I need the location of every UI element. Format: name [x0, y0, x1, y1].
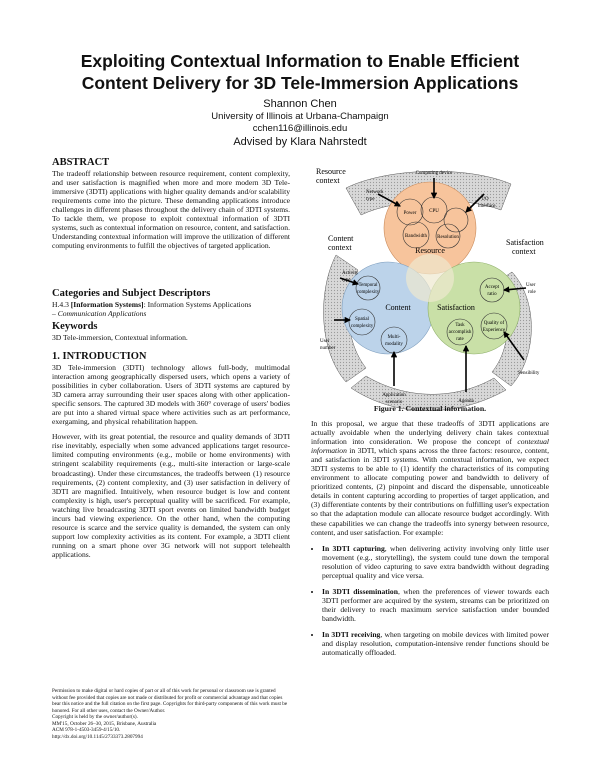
svg-text:type: type [366, 197, 375, 202]
svg-text:Temporal: Temporal [358, 283, 378, 288]
svg-text:Agenda: Agenda [458, 399, 474, 404]
keywords-section [52, 320, 290, 342]
svg-text:interface: interface [478, 204, 496, 209]
svg-text:Sensibility: Sensibility [518, 371, 540, 376]
svg-text:modality: modality [385, 342, 403, 347]
resource-label: Resource [415, 246, 445, 255]
svg-text:number: number [320, 346, 336, 351]
svg-text:Bandwidth: Bandwidth [405, 234, 427, 239]
svg-text:I/O: I/O [482, 197, 489, 202]
list-item: • In 3DTI dissemination, when the preferences of viewer towards each 3DTI performer are acquired by the system, streams can be prioritized on their delivery to reach maximum service satisfaction under bounded bandwidth. [322, 587, 549, 623]
svg-text:Experience: Experience [482, 328, 506, 333]
satisfaction-label: Satisfaction [437, 303, 475, 312]
author-block [0, 97, 600, 149]
svg-text:Quality of: Quality of [483, 321, 505, 326]
svg-text:Activity: Activity [342, 271, 359, 276]
categories-heading: Categories and Subject Descriptors [52, 288, 211, 299]
svg-text:User: User [320, 339, 330, 344]
svg-text:context: context [512, 247, 536, 256]
contextual-information-figure [306, 160, 554, 422]
svg-text:complexity: complexity [350, 324, 374, 329]
example-list [311, 544, 549, 658]
list-item: • In 3DTI capturing, when delivering activity involving only little user movement (e.g., storytelling), the system could tune down the temporal resolution of video capturing to save extra bandwidth without degrading perceptual quality and vice versa. [322, 544, 549, 580]
svg-text:context: context [316, 176, 340, 185]
svg-text:Computing device: Computing device [415, 171, 453, 176]
svg-text:context: context [328, 243, 352, 252]
proposal-paragraph: In this proposal, we argue that these tradeoffs of 3DTI applications are actually avoidable when the underlying delivery chain takes contextual information into consideration. We propose the concept of contextual information in 3DTI, which spans across the three factors: resource, content, and satisfaction in 3DTI systems. With contextual information, we expect 3DTI systems to be able to (1) identify the characteristics of its computing environment to allocate computing power and bandwidth to delivery of prioritized contents, (2) pinpoint and discard the dispensable, unnoticeable details in content capturing according to properties of target application, and (3) differentiate contents by their contributions on fulfilling user's expectation so that the adaptation module can allocate resource budget accordingly. With these capabilities we can change the tradeoffs into synergy between resource, content, and user satisfaction. For example: [311, 419, 549, 537]
resource-context-label: Resource [316, 167, 346, 176]
affiliation: University of Illinois at Urbana-Champaign [211, 111, 389, 122]
introduction-heading: 1. INTRODUCTION [52, 351, 147, 362]
abstract-section [52, 156, 290, 250]
keywords-heading: Keywords [52, 321, 98, 332]
svg-text:role: role [528, 290, 536, 295]
content-label: Content [385, 303, 411, 312]
categories-section [52, 287, 290, 318]
svg-text:Task: Task [455, 323, 465, 328]
svg-text:rate: rate [456, 337, 464, 342]
svg-text:Resolution: Resolution [437, 235, 459, 240]
list-item: • In 3DTI receiving, when targeting on mobile devices with limited power and display resolution, computation-intensive render functions should be automatically offloaded. [322, 630, 549, 657]
svg-text:Multi-: Multi- [387, 335, 401, 340]
svg-text:Network: Network [366, 190, 384, 195]
keywords-text: 3D Tele-immersion, Contextual information. [52, 333, 188, 342]
svg-text:ratio: ratio [487, 292, 497, 297]
author-name: Shannon Chen [263, 98, 337, 110]
svg-text:scenario: scenario [385, 400, 403, 405]
email: cchen116@illinois.edu [252, 123, 348, 134]
abstract-heading: ABSTRACT [52, 157, 110, 168]
svg-text:type: type [342, 278, 351, 283]
svg-text:complexity: complexity [356, 290, 380, 295]
svg-text:Accept: Accept [484, 285, 500, 290]
intro-paragraph-2: However, with its great potential, the resource and quality demands of 3DTI rise inevitably, especially when some advanced applications target resource-limited computing environments (e.g., mobile or home environments) with stringent scalability requirements (e.g., multi-site interaction or large-scale broadcasting). Under these circumstances, the tradeoffs between (1) resource requirements, (2) content complexity, and (3) user satisfaction in delivery of 3DTI are magnified. Intuitively, when resource budget is low and content complexity is high, user's perceptual quality will be sacrificed. For example, watching live broadcasting 3DTI sport events on limited bandwidth budget incurs bad viewing experience. On the other hand, when the computing resource is scarce and the service quality is demanded, the system can only support low complexity activities as its content. For example, a 3DTI client running on a smart phone over 3G network will not support telehealth applications. [52, 432, 290, 559]
introduction-section [52, 350, 290, 559]
figure-caption: Figure 1. Contextual information. [373, 404, 487, 413]
svg-text:Application: Application [382, 393, 406, 398]
permission-block: Permission to make digital or hard copies of part or all of this work for personal or classroom use is granted without fee provided that copies are not made or distributed for profit or commercial advantage and that copies bear this notice and the full citation on the first page. Copyrights for third-party components of this work must be honored. For all other uses, contact the Owner/Author. Copyright is held by the owner/author(s). MM'15, October 26–30, 2015, Brisbane, Australia ACM 978-1-4503-3459-4/15/10. http://dx.doi.org/10.1145/2733373.2807994 [52, 688, 288, 740]
categories-text: H.4.3 [Information Systems]: Information Systems Applications – Communication Applications [52, 300, 252, 319]
intro-paragraph-1: 3D Tele-immersion (3DTI) technology allows full-body, multimodal interaction among geographically dispersed users, which opens a variety of possibilities in cyber collaboration. Users of 3DTI systems are captured by 3D camera array surrounding their user spaces along with other application-specific sensors. The captured 3D models with 360° coverage of users' bodies are put into a shared virtual space where activities such as art performance, exergaming, and physical rehabilitation happen. [52, 363, 290, 427]
proposal-section [311, 419, 549, 664]
svg-text:User: User [526, 283, 536, 288]
svg-text:CPU: CPU [429, 209, 439, 214]
abstract-text: The tradeoff relationship between resource requirement, content complexity, and user satisfaction is magnified when more and more modern 3D Tele-immersive (3DTI) applications with higher quality demands and/or scalability requirements come into the picture. These demanding applications introduce challenges in different phases throughout the delivery chain of 3DTI systems. To tackle them, we propose to exploit contextual information of 3DTI systems, such as contextual information on resource, content, and satisfaction. Understanding contextual information will improve the utilization of different computing environments to fulfill the objectives of targeted application. [52, 169, 290, 251]
svg-text:Spatial: Spatial [355, 317, 369, 322]
advisor: Advised by Klara Nahrstedt [233, 136, 367, 148]
svg-text:accomplish: accomplish [448, 330, 472, 335]
content-context-label: Content [328, 234, 354, 243]
satisfaction-context-label: Satisfaction [506, 238, 544, 247]
paper-title: Exploiting Contextual Information to Enable Efficient Content Delivery for 3D Tele-Immersion Applications [80, 51, 520, 93]
svg-text:Power: Power [403, 211, 417, 216]
